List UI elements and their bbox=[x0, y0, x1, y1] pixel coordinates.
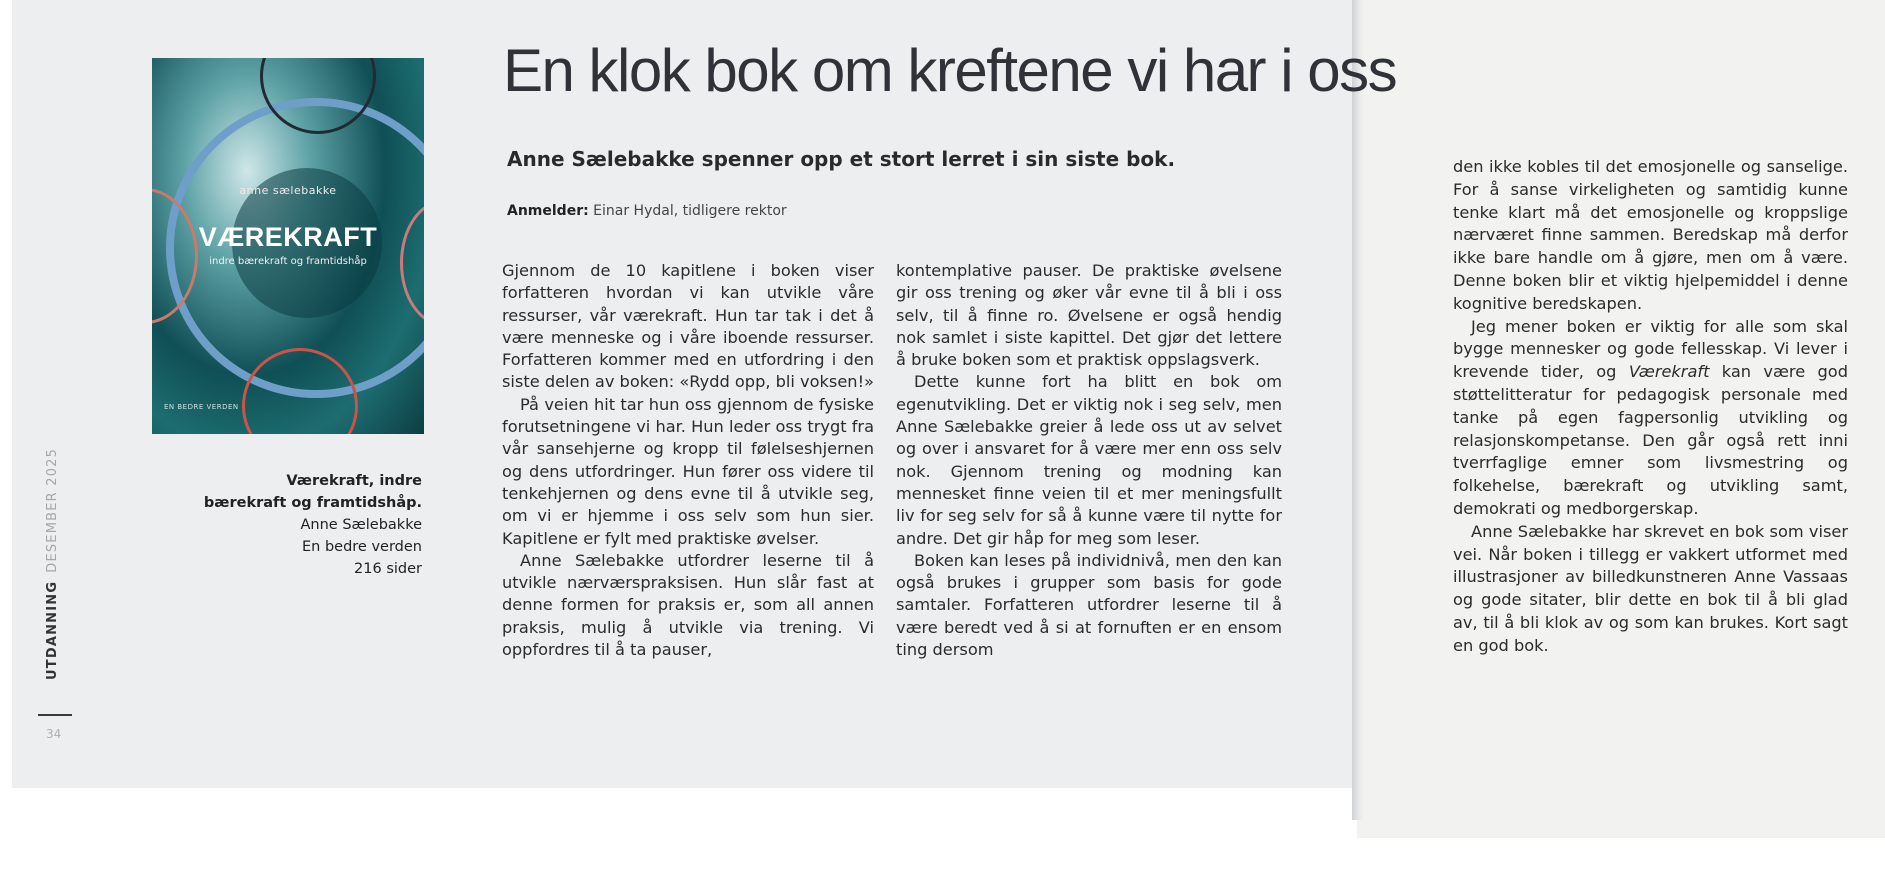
paragraph-text: kan være god støttelitteratur for pedagogisk personale med tanke på egen fagpersonlig utvikling og relasjonskompetanse. Den går også rett inni tverrfaglige emner som livsmestring og folkehelse, bærekraft og utvikling samt, demokrati og medborgerskap. bbox=[1453, 362, 1848, 518]
magazine-brand: UTDANNING bbox=[45, 580, 60, 680]
reviewer-name: Einar Hydal, tidligere rektor bbox=[593, 203, 787, 219]
paragraph: Gjennom de 10 kapitlene i boken viser forfatteren hvordan vi kan utvikle våre ressurser, vår værekraft. Hun tar tak i det å være menneske og i våre iboende ressurser. Forfatteren kommer med en utfordring i den siste delen av boken: «Rydd opp, bli voksen!» bbox=[502, 261, 874, 392]
caption-pages: 216 sider bbox=[354, 561, 422, 577]
book-title-italic: Værekraft bbox=[1628, 362, 1710, 382]
cover-author: anne sælebakke bbox=[239, 184, 337, 197]
book-cover bbox=[152, 58, 424, 434]
caption-author: Anne Sælebakke bbox=[300, 517, 422, 533]
issue-date: DESEMBER 2025 bbox=[45, 447, 60, 573]
article-headline: En klok bok om kreftene vi har i oss bbox=[503, 37, 1397, 104]
paragraph bbox=[1453, 316, 1848, 521]
paragraph: kontemplative pauser. De praktiske øvelsene gir oss trening og øker vår evne til å bli i oss selv, til å finne ro. Øvelsene er også hendig nok samlet i siste kapittel. Det gjør det lettere å bruke boken som et praktisk oppslagsverk. bbox=[896, 261, 1282, 370]
page-number-rule bbox=[38, 714, 72, 716]
paragraph-text: Jeg mener boken er viktig for alle som skal bygge mennesker og gode fellesskap. Vi lever i krevende tider, og bbox=[1453, 316, 1848, 382]
article-column-2 bbox=[896, 260, 1282, 661]
paragraph: Anne Sælebakke utfordrer leserne til å utvikle nærværspraksisen. Hun slår fast at denne formen for praksis er, som all annen praksis, mulig å utvikle via trening. Vi oppfordres til å ta pauser, bbox=[502, 550, 874, 660]
caption-title: Værekraft, indre bærekraft og framtidshåp. bbox=[203, 473, 422, 511]
cover-publisher: EN BEDRE VERDEN bbox=[164, 403, 239, 411]
paragraph: Anne Sælebakke har skrevet en bok som viser vei. Når boken i tillegg er vakkert utformet med illustrasjoner av billedkunstneren Anne Vassaas og gode sitater, blir dette en bok til å bli glad av, til å bli klok av og som kan brukes. Kort sagt en god bok. bbox=[1453, 521, 1848, 655]
cover-subtitle: indre bærekraft og framtidshåp bbox=[209, 256, 367, 267]
page-number: 34 bbox=[46, 727, 62, 741]
paragraph: På veien hit tar hun oss gjennom de fysiske forutsetningene vi har. Hun leder oss trygt fra vår sansehjerne og kropp til følelseshjernen og dens utfordringer. Hun fører oss videre til tenkehjernen og dens evne til å utvikle seg, om vi er hjemme i oss selv som hun sier. Kapitlene er fylt med praktiske øvelser. bbox=[502, 394, 874, 548]
book-caption bbox=[200, 470, 422, 580]
paragraph: Dette kunne fort ha blitt en bok om egenutvikling. Det er viktig nok i seg selv, men Anne Sælebakke greier å lede oss ut av selvet og over i ansvaret for å være mer enn oss selv nok. Gjennom trening og modning kan mennesket finne veien til et mer meningsfullt liv for seg selv for så å kunne være til nytte for andre. Det gir håp for meg som leser. bbox=[896, 372, 1282, 548]
page-gutter bbox=[1352, 0, 1364, 820]
magazine-side-label bbox=[45, 448, 60, 680]
paragraph: Boken kan leses på individnivå, men den kan også brukes i grupper som basis for gode samtaler. Forfatteren utfordrer leserne til å være beredt ved å si at fornuften er en ensom ting dersom bbox=[896, 550, 1282, 660]
article-subheading: Anne Sælebakke spenner opp et stort lerret i sin siste bok. bbox=[507, 147, 1176, 171]
cover-title: VÆREKRAFT bbox=[198, 222, 378, 252]
reviewer-label: Anmelder: bbox=[507, 203, 589, 219]
article-column-1 bbox=[502, 260, 874, 661]
reviewer-line bbox=[507, 203, 787, 219]
paragraph: den ikke kobles til det emosjonelle og sanselige. For å sanse virkeligheten og samtidig kunne tenke klart må det emosjonelle og kroppslige nærværet finne sammen. Beredskap må derfor ikke bare handle om å gjøre, men om å være. Denne boken blir et viktig hjelpemiddel i denne kognitive beredskapen. bbox=[1453, 157, 1848, 313]
caption-publisher: En bedre verden bbox=[302, 539, 422, 555]
article-column-3 bbox=[1453, 156, 1848, 658]
